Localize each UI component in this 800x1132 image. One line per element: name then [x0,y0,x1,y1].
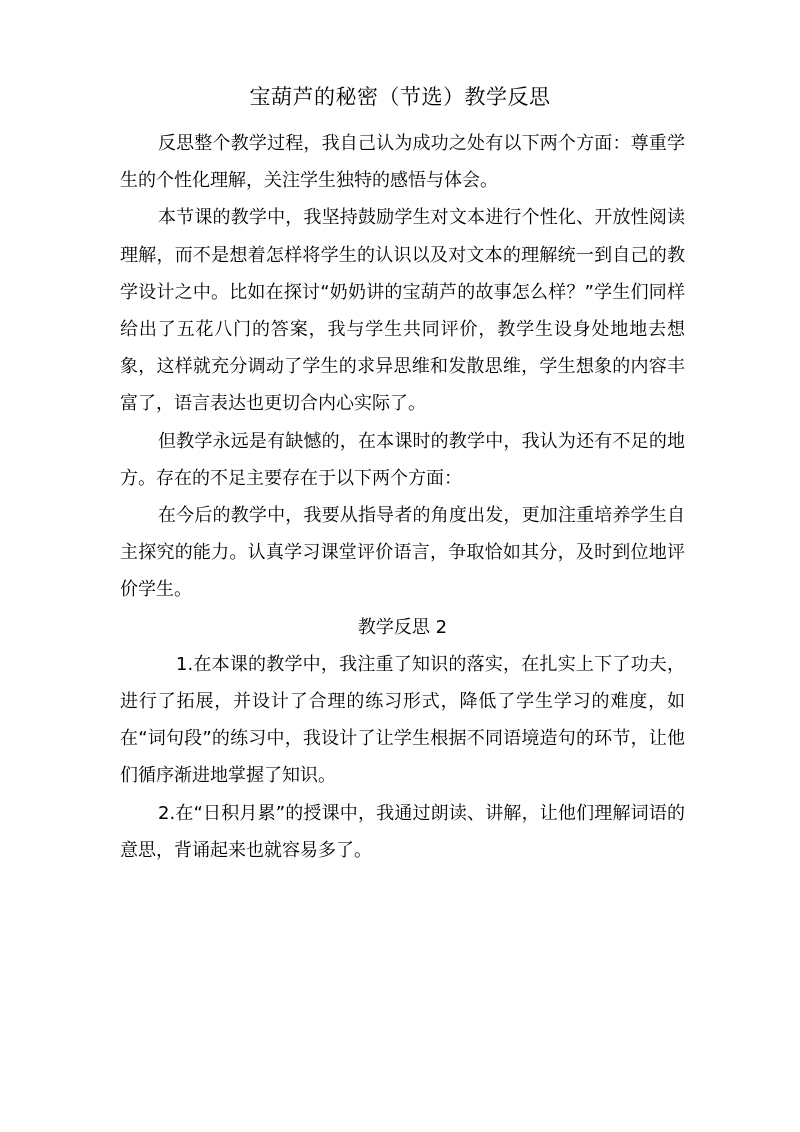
paragraph-section2-item-1: 1.在本课的教学中，我注重了知识的落实，在扎实上下了功夫，进行了拓展，并设计了合理的练习形式，降低了学生学习的难度，如在“词句段”的练习中，我设计了让学生根据不同语境造句的环节，让他们循序渐进地掌握了知识。 [120,653,685,787]
paragraph-future-plans: 在今后的教学中，我要从指导者的角度出发，更加注重培养学生自主探究的能力。认真学习课堂评价语言，争取恰如其分，及时到位地评价学生。 [120,505,685,601]
paragraph-success: 反思整个教学过程，我自己认为成功之处有以下两个方面：尊重学生的个性化理解，关注学生独特的感悟与体会。 [120,133,685,192]
paragraph-section2-item-2: 2.在“日积月累”的授课中，我通过朗读、讲解，让他们理解词语的意思，背诵起来也就容易多了。 [120,802,685,861]
document-body [120,125,685,869]
document-title: 宝葫芦的秘密（节选）教学反思 [249,85,551,109]
paragraph-individual-reading: 本节课的教学中，我坚持鼓励学生对文本进行个性化、开放性阅读理解，而不是想着怎样将学生的认识以及对文本的理解统一到自己的教学设计之中。比如在探讨“奶奶讲的宝葫芦的故事怎么样？”学生们同样给出了五花八门的答案，我与学生共同评价，教学生设身处地地去想象，这样就充分调动了学生的求异思维和发散思维，学生想象的内容丰富了，语言表达也更切合内心实际了。 [120,207,685,415]
section-2-title: 教学反思 2 [357,616,448,638]
paragraph-shortcomings: 但教学永远是有缺憾的，在本课时的教学中，我认为还有不足的地方。存在的不足主要存在于以下两个方面： [120,430,685,489]
